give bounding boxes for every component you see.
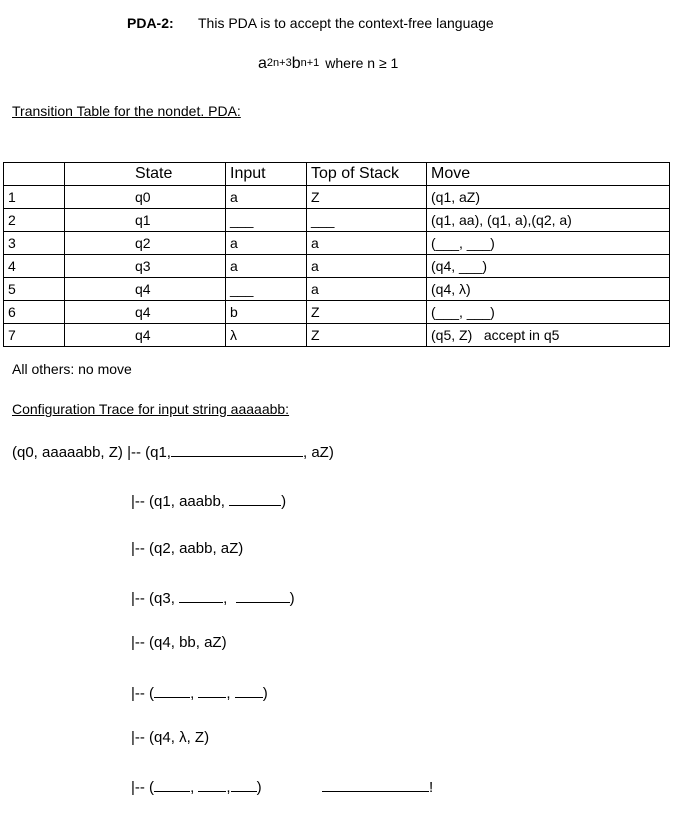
row-top: ___ xyxy=(307,209,427,232)
trace-line-8-start: |-- ( xyxy=(131,779,155,796)
table-title: Transition Table for the nondet. PDA: xyxy=(12,103,241,119)
answer-blank[interactable] xyxy=(179,588,223,603)
formula-base-b: b xyxy=(291,55,301,72)
answer-blank[interactable] xyxy=(322,777,429,792)
row-number: 3 xyxy=(4,232,65,255)
row-top: a xyxy=(307,255,427,278)
header-input: Input xyxy=(226,163,307,186)
pda-description: This PDA is to accept the context-free language xyxy=(198,15,494,31)
trace-line-6-end: ) xyxy=(262,685,268,702)
row-move: (q4, λ) xyxy=(427,278,670,301)
trace-line-2-start: |-- (q1, aaabb, xyxy=(131,493,225,510)
row-input: a xyxy=(226,255,307,278)
language-formula xyxy=(258,55,398,73)
trace-line-4: |-- (q3, , ) xyxy=(131,590,295,607)
answer-blank[interactable] xyxy=(229,491,281,506)
header-state: State xyxy=(65,163,226,186)
header-top-of-stack: Top of Stack xyxy=(307,163,427,186)
row-top: Z xyxy=(307,324,427,347)
table-row xyxy=(4,255,670,278)
row-state: q4 xyxy=(65,324,226,347)
table-row xyxy=(4,324,670,347)
formula-condition: where n ≥ 1 xyxy=(325,55,399,71)
answer-blank[interactable] xyxy=(235,683,263,698)
row-state: q3 xyxy=(65,255,226,278)
answer-blank[interactable] xyxy=(171,442,303,457)
row-top: a xyxy=(307,278,427,301)
trace-line-4-end: ) xyxy=(289,590,295,607)
answer-blank[interactable] xyxy=(198,777,226,792)
row-state: q0 xyxy=(65,186,226,209)
row-state: q2 xyxy=(65,232,226,255)
row-state: q4 xyxy=(65,301,226,324)
table-row xyxy=(4,278,670,301)
row-input: ___ xyxy=(226,209,307,232)
answer-blank[interactable] xyxy=(154,683,190,698)
formula-exp-a: 2n+3 xyxy=(266,57,292,69)
trace-line-7: |-- (q4, λ, Z) xyxy=(131,729,210,746)
trace-line-8: |-- ( , , ) xyxy=(131,779,262,796)
pda-label: PDA-2: xyxy=(127,15,174,31)
answer-blank[interactable] xyxy=(231,777,257,792)
row-number: 1 xyxy=(4,186,65,209)
trace-line-2-end: ) xyxy=(281,493,287,510)
row-move: (___, ___) xyxy=(427,301,670,324)
table-row xyxy=(4,301,670,324)
row-top: Z xyxy=(307,301,427,324)
trace-line-1-end: , aZ) xyxy=(302,444,334,461)
table-header-row xyxy=(4,163,670,186)
row-number: 7 xyxy=(4,324,65,347)
row-number: 4 xyxy=(4,255,65,278)
final-result-mark: ! xyxy=(429,779,434,796)
transition-table xyxy=(3,162,670,347)
answer-blank[interactable] xyxy=(154,777,190,792)
trace-line-1 xyxy=(12,442,334,461)
no-move-note: All others: no move xyxy=(12,361,132,377)
row-move: (___, ___) xyxy=(427,232,670,255)
trace-line-2 xyxy=(131,491,286,510)
trace-line-1-start: (q0, aaaaabb, Z) |-- (q1, xyxy=(12,444,171,461)
row-number: 2 xyxy=(4,209,65,232)
row-input: a xyxy=(226,232,307,255)
trace-line-8-end: ) xyxy=(256,779,262,796)
table-row xyxy=(4,209,670,232)
final-result xyxy=(322,777,433,796)
row-state: q4 xyxy=(65,278,226,301)
trace-line-6-start: |-- ( xyxy=(131,685,155,702)
row-move: (q1, aa), (q1, a),(q2, a) xyxy=(427,209,670,232)
trace-line-6: |-- ( , , ) xyxy=(131,685,268,702)
header-move: Move xyxy=(427,163,670,186)
row-input: λ xyxy=(226,324,307,347)
trace-line-5: |-- (q4, bb, aZ) xyxy=(131,634,227,651)
row-move: (q4, ___) xyxy=(427,255,670,278)
row-number: 6 xyxy=(4,301,65,324)
trace-title: Configuration Trace for input string aaaaabb: xyxy=(12,401,290,417)
row-number: 5 xyxy=(4,278,65,301)
row-top: Z xyxy=(307,186,427,209)
answer-blank[interactable] xyxy=(198,683,226,698)
table-row xyxy=(4,232,670,255)
row-state: q1 xyxy=(65,209,226,232)
formula-exp-b: n+1 xyxy=(300,57,320,69)
trace-line-4-start: |-- (q3, xyxy=(131,590,175,607)
row-input: ___ xyxy=(226,278,307,301)
row-input: a xyxy=(226,186,307,209)
row-input: b xyxy=(226,301,307,324)
header-number xyxy=(4,163,65,186)
row-top: a xyxy=(307,232,427,255)
table-row xyxy=(4,186,670,209)
row-move: (q1, aZ) xyxy=(427,186,670,209)
row-move: (q5, Z) accept in q5 xyxy=(427,324,670,347)
trace-line-3: |-- (q2, aabb, aZ) xyxy=(131,540,244,557)
answer-blank[interactable] xyxy=(236,588,290,603)
formula-base-a: a xyxy=(258,55,267,72)
